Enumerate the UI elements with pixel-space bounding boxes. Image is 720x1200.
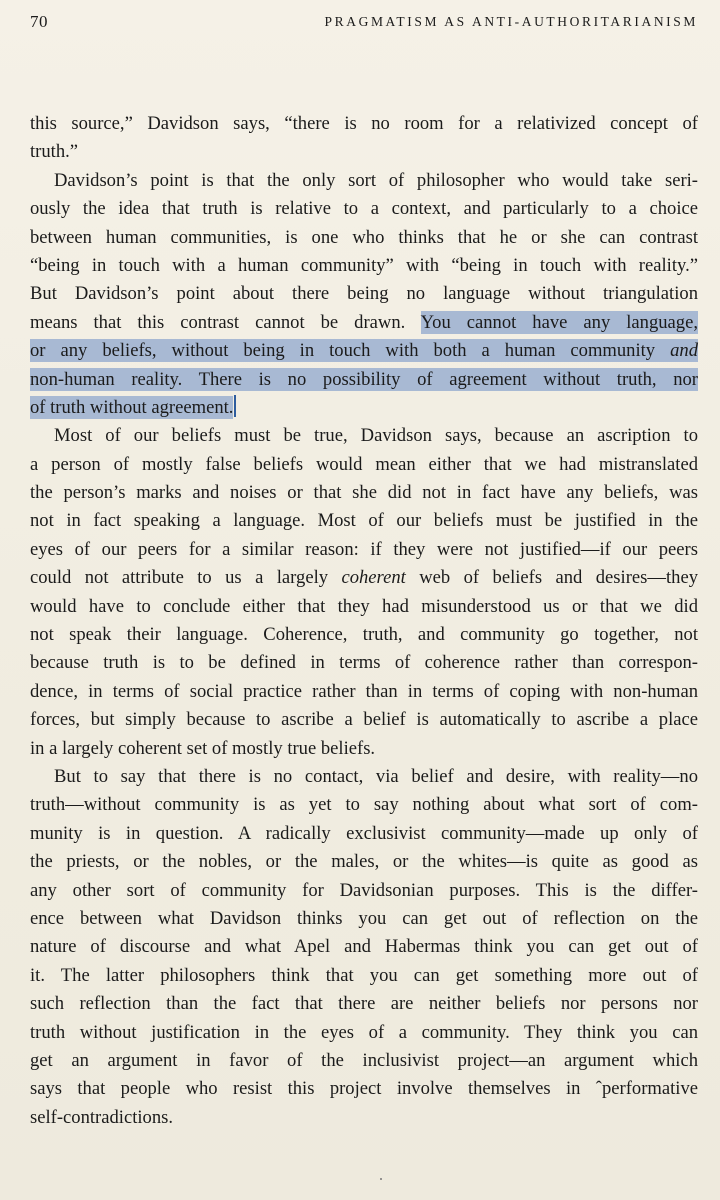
text-run: this source,” Davidson says, “there is no room for a relativized concept of xyxy=(30,113,698,134)
text-run: would have to conclude either that they had misunderstood us or that we did xyxy=(30,595,698,617)
text-line xyxy=(30,224,698,252)
page-header xyxy=(30,12,698,38)
paragraph xyxy=(30,422,698,763)
body-text[interactable] xyxy=(30,110,698,1132)
text-run: Most of our beliefs must be true, Davidson says, because an ascription to xyxy=(54,425,698,447)
text-line xyxy=(30,933,698,961)
highlighted-text: You cannot have any language, xyxy=(420,311,698,333)
text-run: dence, in terms of social practice rather than in terms of coping with non-human xyxy=(30,680,698,702)
text-line xyxy=(30,649,698,677)
text-line xyxy=(30,735,698,763)
text-run: not speak their language. Coherence, truth, and community go together, not xyxy=(30,624,698,646)
text-line xyxy=(30,394,698,422)
text-line xyxy=(30,280,698,308)
text-line xyxy=(30,1019,698,1047)
selection-handle[interactable] xyxy=(234,395,236,417)
text-run: because truth is to be defined in terms of coherence rather than correspon- xyxy=(30,652,698,674)
text-run: coherent xyxy=(341,567,406,589)
text-run: the person’s marks and noises or that she did not in fact have any beliefs, was xyxy=(30,482,698,504)
paragraph xyxy=(30,110,698,167)
highlighted-text: or any beliefs, without being in touch with both a human community xyxy=(30,340,671,362)
text-run: means that this contrast cannot be drawn. xyxy=(30,311,421,333)
text-line xyxy=(30,905,698,933)
text-line xyxy=(30,138,698,166)
text-line xyxy=(30,593,698,621)
paragraph xyxy=(30,763,698,1132)
text-run: truth.” xyxy=(30,141,79,163)
text-run: such reflection than the fact that there are neither beliefs nor persons nor xyxy=(30,993,698,1015)
text-line xyxy=(30,877,698,905)
text-run: But to say that there is no contact, via belief and desire, with reality—no xyxy=(54,765,698,787)
text-run: ously the idea that truth is relative to a context, and particularly to a choice xyxy=(30,198,698,220)
text-line xyxy=(30,1047,698,1075)
text-run: a person of mostly false beliefs would mean either that we had mistranslated xyxy=(30,453,698,475)
text-line xyxy=(30,167,698,195)
text-run: in a largely coherent set of mostly true beliefs. xyxy=(30,737,376,759)
text-run: Davidson’s point is that the only sort of philosopher who would take seri- xyxy=(54,169,698,191)
running-head: PRAGMATISM AS ANTI-AUTHORITARIANISM xyxy=(324,14,698,29)
text-line xyxy=(30,848,698,876)
text-line xyxy=(30,564,698,592)
highlighted-text: of truth without agreement. xyxy=(30,396,234,418)
text-line xyxy=(30,337,698,365)
text-run: get an argument in favor of the inclusivist project—an argument which xyxy=(30,1049,698,1071)
text-line xyxy=(30,195,698,223)
text-run: eyes of our peers for a similar reason: if they were not justified—if our peers xyxy=(30,538,698,560)
text-line xyxy=(30,252,698,280)
highlighted-text: non-human reality. There is no possibility of agreement without truth, nor xyxy=(30,368,698,390)
text-line xyxy=(30,1075,698,1103)
text-line xyxy=(30,1104,698,1132)
text-line xyxy=(30,110,698,138)
text-line xyxy=(30,479,698,507)
text-run: web of beliefs and desires—they xyxy=(405,567,698,589)
text-run: it. The latter philosophers think that you can get something more out of xyxy=(30,964,698,986)
text-run: between human communities, is one who thinks that he or she can contrast xyxy=(30,226,698,248)
text-run: nature of discourse and what Apel and Habermas think you can get out of xyxy=(30,936,698,958)
text-line xyxy=(30,763,698,791)
highlighted-text: and xyxy=(670,340,698,362)
paper-speck xyxy=(380,1178,382,1180)
text-run: says that people who resist this project involve themselves in ˆperformative xyxy=(30,1078,698,1100)
text-run: truth—without community is as yet to say nothing about what sort of com- xyxy=(30,794,698,816)
text-line xyxy=(30,309,698,337)
text-run: not in fact speaking a language. Most of our beliefs must be justified in the xyxy=(30,510,698,532)
page-number: 70 xyxy=(30,12,48,31)
text-line xyxy=(30,507,698,535)
text-line xyxy=(30,820,698,848)
text-run: ence between what Davidson thinks you can get out of reflection on the xyxy=(30,907,698,929)
text-run: forces, but simply because to ascribe a belief is automatically to ascribe a place xyxy=(30,709,698,731)
text-run: the priests, or the nobles, or the males, or the whites—is quite as good as xyxy=(30,851,698,873)
text-line xyxy=(30,990,698,1018)
text-run: munity is in question. A radically exclusivist community—made up only of xyxy=(30,822,698,844)
text-line xyxy=(30,706,698,734)
text-line xyxy=(30,678,698,706)
text-run: any other sort of community for Davidsonian purposes. This is the differ- xyxy=(30,879,698,901)
text-line xyxy=(30,422,698,450)
text-line xyxy=(30,366,698,394)
text-run: could not attribute to us a largely xyxy=(30,567,342,589)
text-run: “being in touch with a human community” with “being in touch with reality.” xyxy=(30,254,698,276)
text-run: self-contradictions. xyxy=(30,1106,174,1128)
text-line xyxy=(30,621,698,649)
text-run: truth without justification in the eyes of a community. They think you can xyxy=(30,1021,698,1043)
paragraph xyxy=(30,167,698,423)
text-line xyxy=(30,962,698,990)
text-line xyxy=(30,791,698,819)
text-line xyxy=(30,451,698,479)
text-line xyxy=(30,536,698,564)
text-run: But Davidson’s point about there being no language without triangulation xyxy=(30,283,698,305)
